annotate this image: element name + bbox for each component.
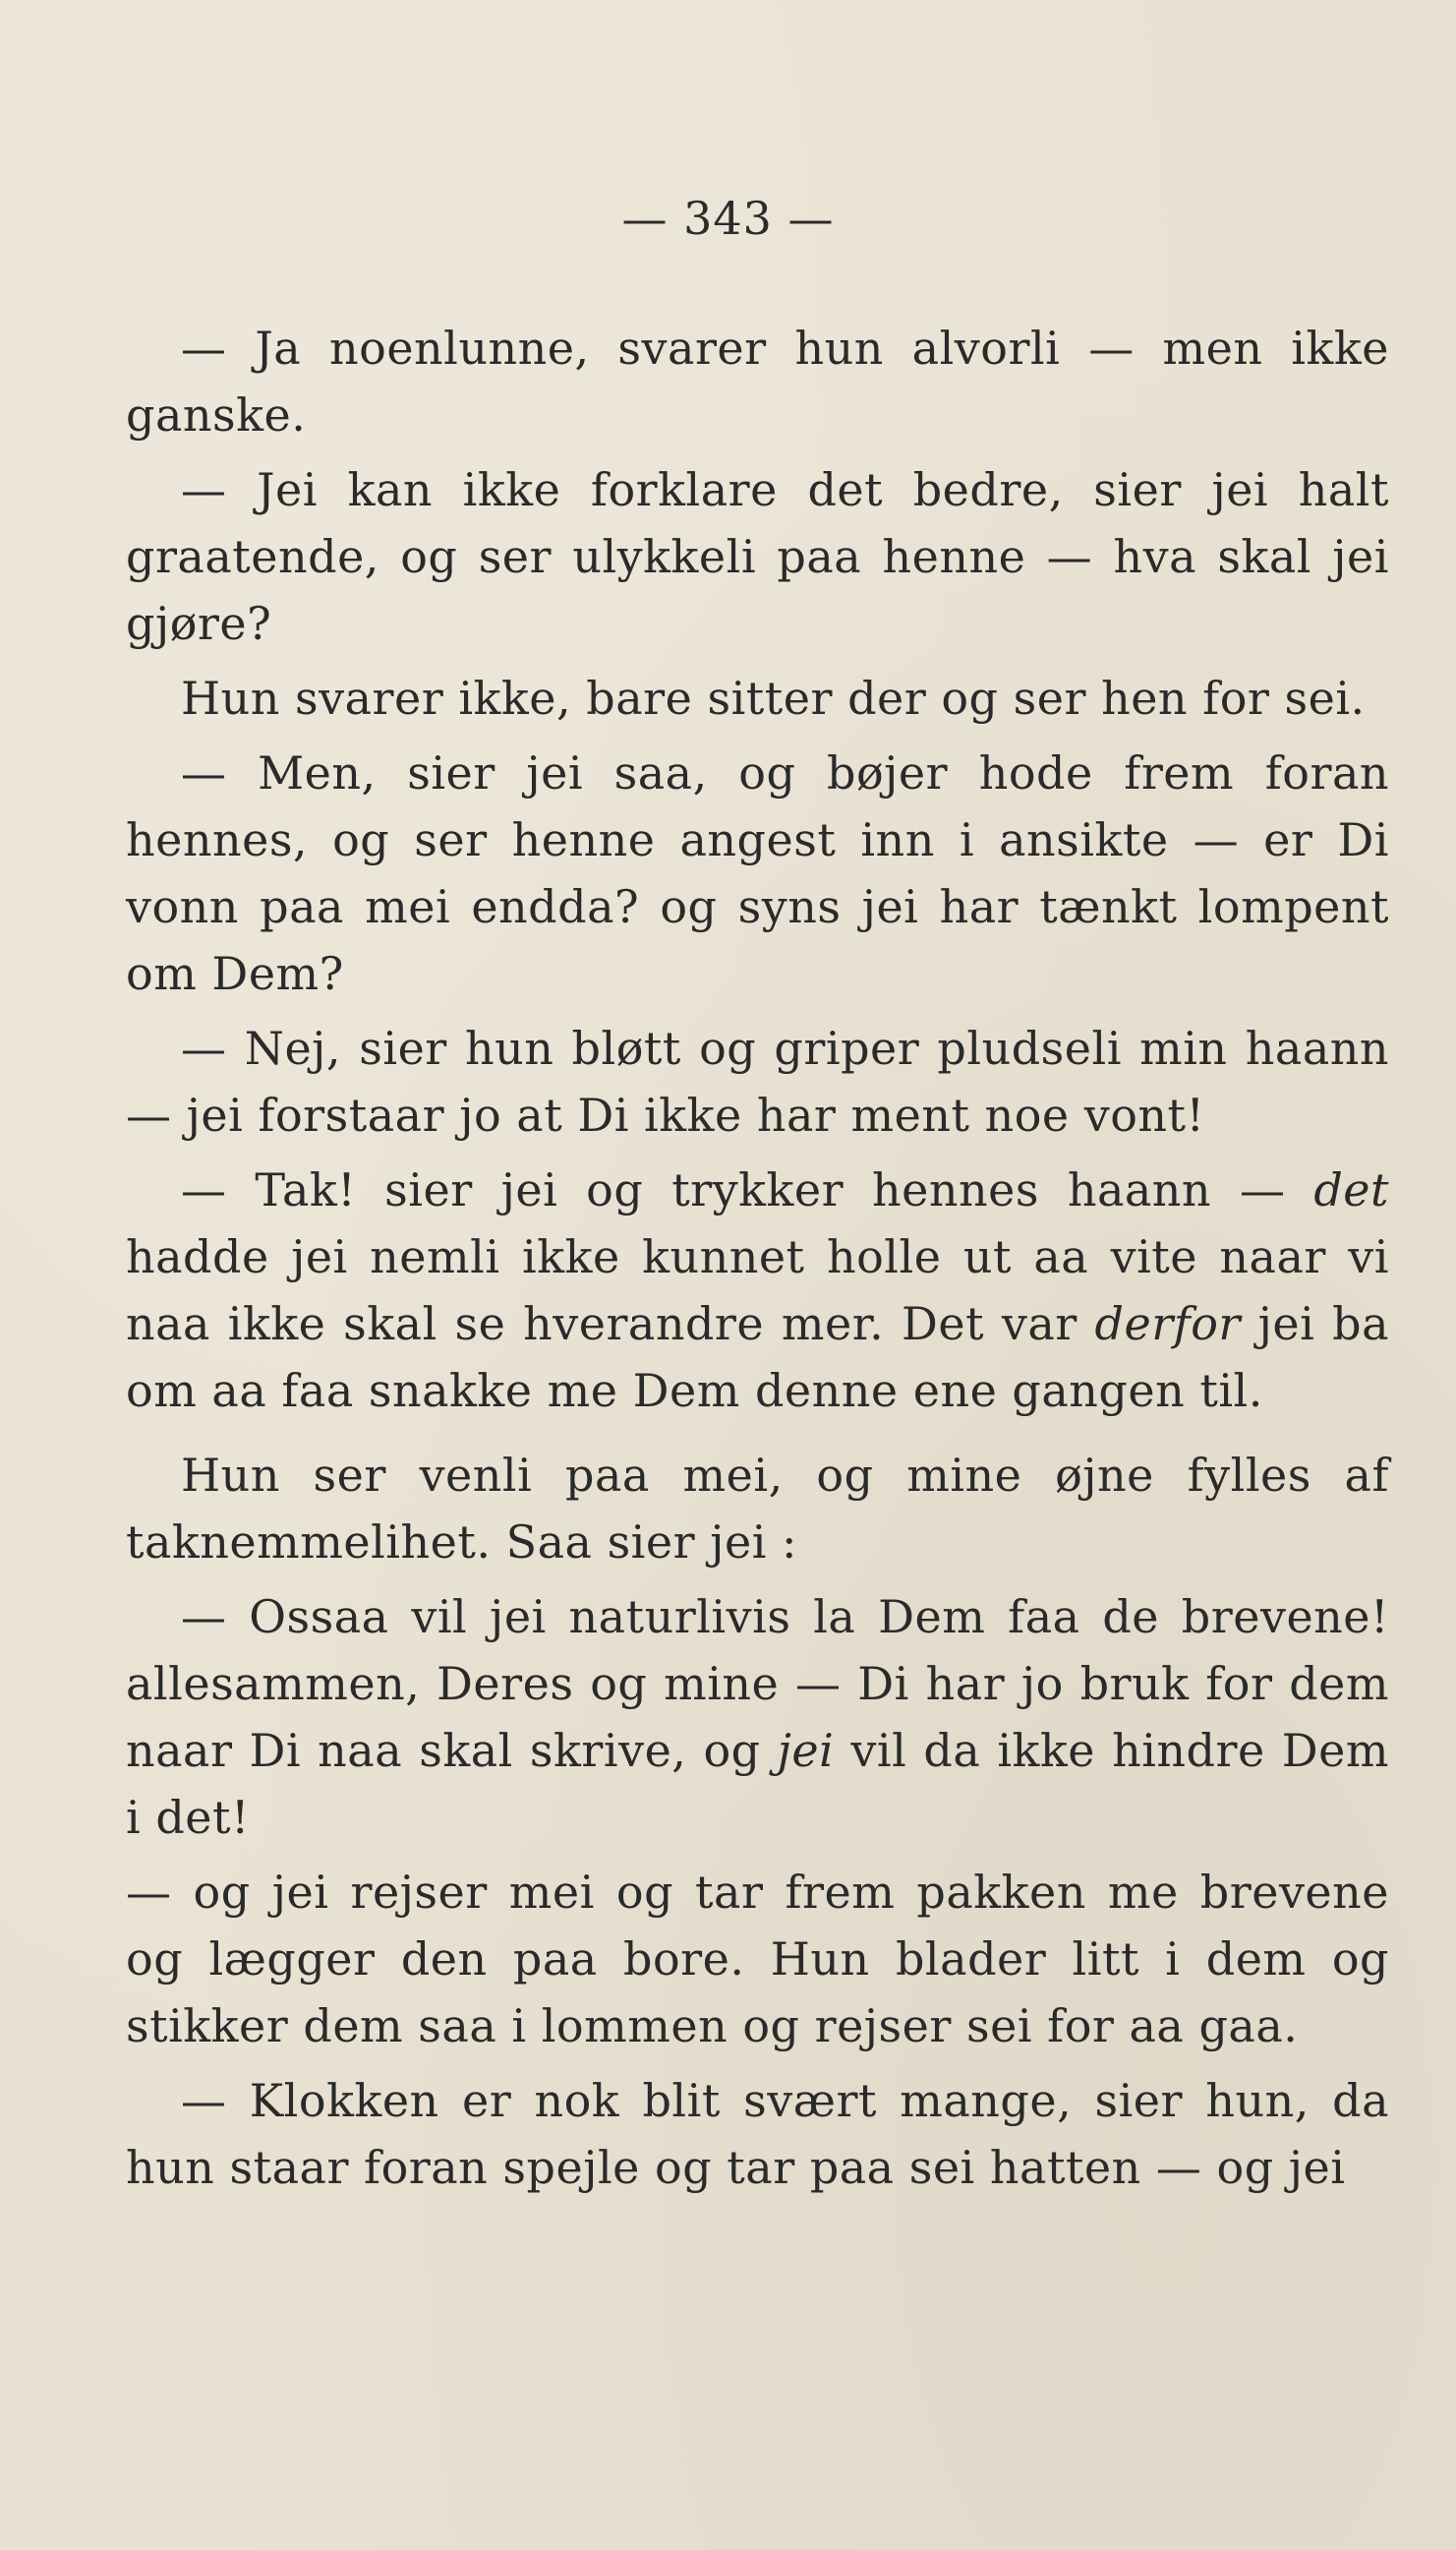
text-segment: — Nej, sier hun bløtt og griper pludseli min haann — jei forstaar jo at Di ikke har ment noe vont! [126,1022,1389,1142]
text-segment: jei ba om aa faa snakke me Dem denne ene gangen til. [126,1297,1389,1417]
paragraph [126,665,1389,732]
paragraph [126,1442,1389,1575]
paragraph [126,1015,1389,1149]
text-segment: hadde jei nemli ikke kunnet holle ut aa vite naar vi naa ikke skal se hverandre mer. Det var [126,1230,1389,1350]
paragraph [126,315,1389,448]
text-segment: — Ja noenlunne, svarer hun alvorli — men ikke ganske. [126,322,1389,442]
italic-segment: derfor [1094,1297,1241,1350]
paragraph [126,1859,1389,2059]
text-segment: Hun svarer ikke, bare sitter der og ser hen for sei. [181,672,1366,725]
text-segment: — Men, sier jei saa, og bøjer hode frem foran hennes, og ser henne angest inn i ansikte — er Di vonn paa mei endda? og syns jei har tænkt lompent om Dem? [126,746,1389,1000]
body-text [126,315,1389,2209]
page-number: — 343 — [621,192,835,245]
italic-segment: jei [777,1724,835,1777]
text-segment: — Klokken er nok blit svært mange, sier hun, da hun staar foran spejle og tar paa sei hatten — og jei [126,2074,1389,2194]
text-segment: — og jei rejser mei og tar frem pakken me brevene og lægger den paa bore. Hun blader litt i dem og stikker dem saa i lommen og rejser sei for aa gaa. [126,1866,1389,2052]
text-segment: vil da ikke hindre Dem i det! [126,1724,1389,1844]
text-segment: — Jei kan ikke forklare det bedre, sier jei halt graatende, og ser ulykkeli paa henne — hva skal jei gjøre? [126,463,1389,650]
text-segment: — Tak! sier jei og trykker hennes haann — [181,1163,1314,1216]
paragraph [126,740,1389,1007]
text-segment: — Ossaa vil jei naturlivis la Dem faa de brevene! allesammen, Deres og mine — Di har jo bruk for dem naar Di naa skal skrive, og [126,1590,1389,1777]
paragraph [126,456,1389,657]
paragraph [126,2067,1389,2201]
paragraph [126,1583,1389,1851]
paragraph [126,1156,1389,1424]
italic-segment: det [1313,1163,1389,1216]
text-segment: Hun ser venli paa mei, og mine øjne fylles af taknemmelihet. Saa sier jei : [126,1449,1389,1569]
